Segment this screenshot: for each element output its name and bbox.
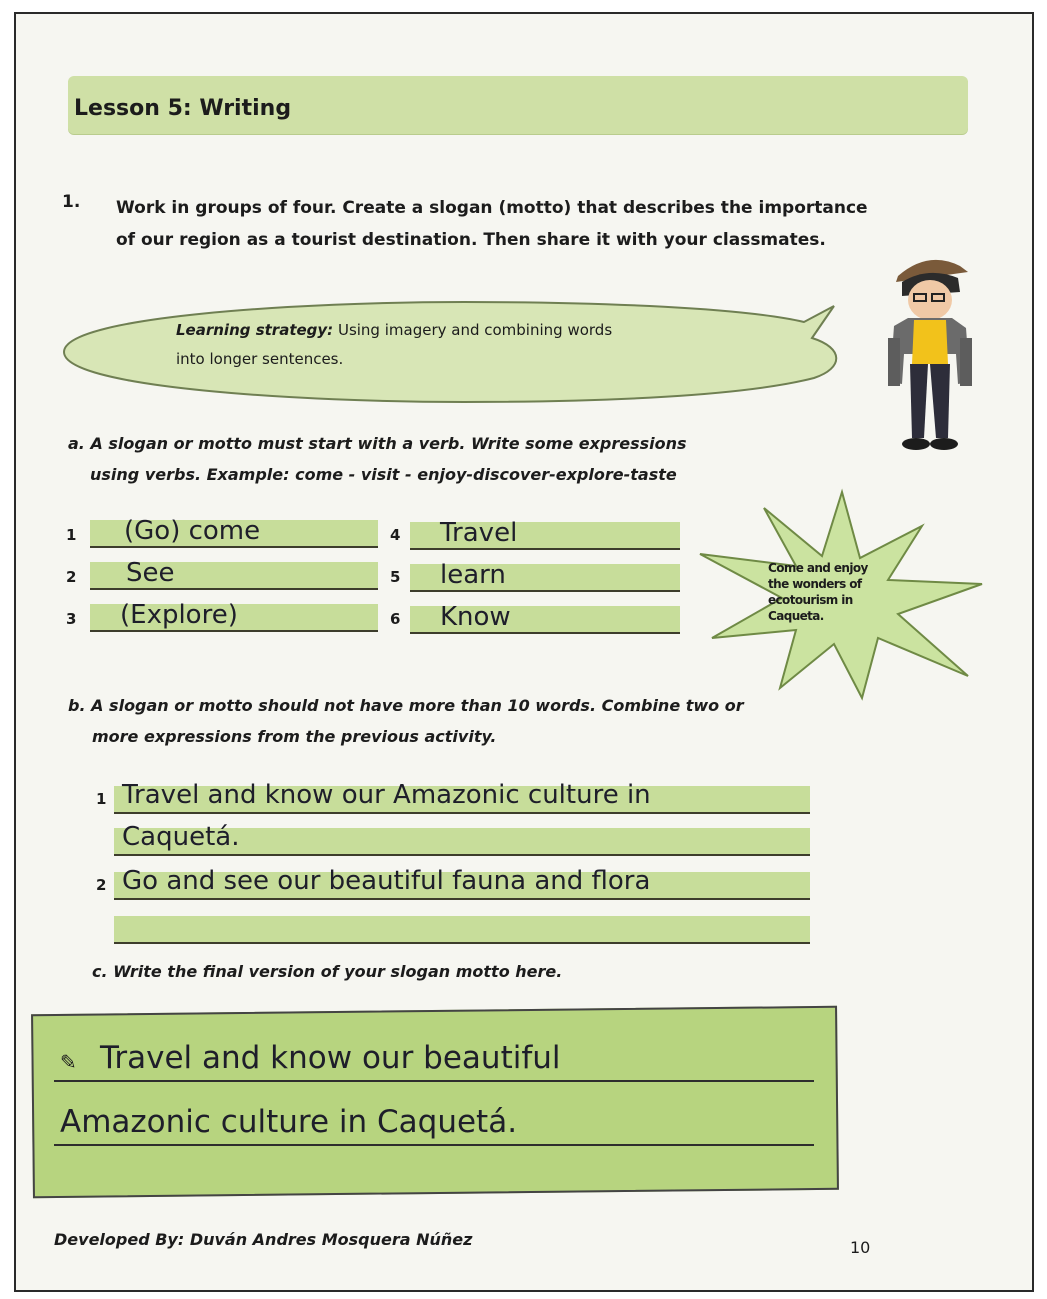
- question-text: Work in groups of four. Create a slogan (motto) that describes the importance of our region as a tourist destination. Then share it with your classmates.: [116, 198, 868, 250]
- handwritten-answer: Go and see our beautiful fauna and flora: [122, 866, 651, 896]
- handwritten-answer: learn: [440, 560, 506, 590]
- answer-number: 6: [390, 610, 401, 628]
- answer-number: 4: [390, 526, 401, 544]
- page-number: 10: [850, 1238, 871, 1257]
- final-slogan-line-1: Travel and know our beautiful: [100, 1040, 561, 1076]
- answer-number: 2: [66, 568, 77, 586]
- final-slogan-line-2: Amazonic culture in Caquetá.: [60, 1104, 518, 1140]
- handwritten-answer: See: [126, 558, 175, 588]
- handwritten-answer: (Go) come: [124, 516, 261, 546]
- answer-number: 3: [66, 610, 77, 628]
- answer-number: 1: [66, 526, 77, 544]
- pencil-icon: ✎: [60, 1050, 77, 1074]
- part-a-instructions: [68, 428, 828, 490]
- answer-line: [114, 916, 810, 944]
- handwritten-answer: Travel: [440, 518, 518, 548]
- strategy-label: Learning strategy:: [176, 321, 334, 339]
- lesson-title: Lesson 5: Writing: [74, 96, 292, 121]
- starburst-line-2: the wonders of: [768, 577, 862, 591]
- final-slogan-line: [54, 1036, 814, 1082]
- strategy-line-2: into longer sentences.: [176, 350, 344, 368]
- student-illustration: [868, 242, 988, 454]
- part-b-line-1: b. A slogan or motto should not have more than 10 words. Combine two or: [68, 696, 744, 715]
- handwritten-answer: Travel and know our Amazonic culture in: [122, 780, 651, 810]
- workbook-page: [14, 12, 1034, 1292]
- part-c-prompt: c. Write the final version of your slogan motto here.: [92, 962, 563, 981]
- starburst-line-1: Come and enjoy: [768, 561, 868, 575]
- strategy-line-1: Using imagery and combining words: [337, 321, 613, 339]
- starburst-line-3: ecotourism in: [768, 593, 853, 607]
- part-b-instructions: [68, 690, 868, 752]
- footer-credit: Developed By: Duván Andres Mosquera Núñez: [54, 1230, 473, 1249]
- question-number: 1.: [62, 192, 81, 212]
- final-slogan-area: [54, 1036, 814, 1146]
- handwritten-answer: Know: [440, 602, 511, 632]
- starburst-line-4: Caqueta.: [768, 609, 824, 623]
- part-a-line-1: a. A slogan or motto must start with a verb. Write some expressions: [68, 434, 687, 453]
- strategy-text: [176, 316, 696, 374]
- answer-number: 5: [390, 568, 401, 586]
- handwritten-answer: Caquetá.: [122, 822, 240, 852]
- part-a-line-2: using verbs. Example: come - visit - enjoy-discover-explore-taste: [90, 465, 677, 484]
- handwritten-answer: (Explore): [120, 600, 238, 630]
- starburst-text: [768, 560, 888, 624]
- answer-number: 2: [96, 876, 107, 894]
- part-b-line-2: more expressions from the previous activity.: [92, 727, 497, 746]
- answer-number: 1: [96, 790, 107, 808]
- final-slogan-line: [54, 1100, 814, 1146]
